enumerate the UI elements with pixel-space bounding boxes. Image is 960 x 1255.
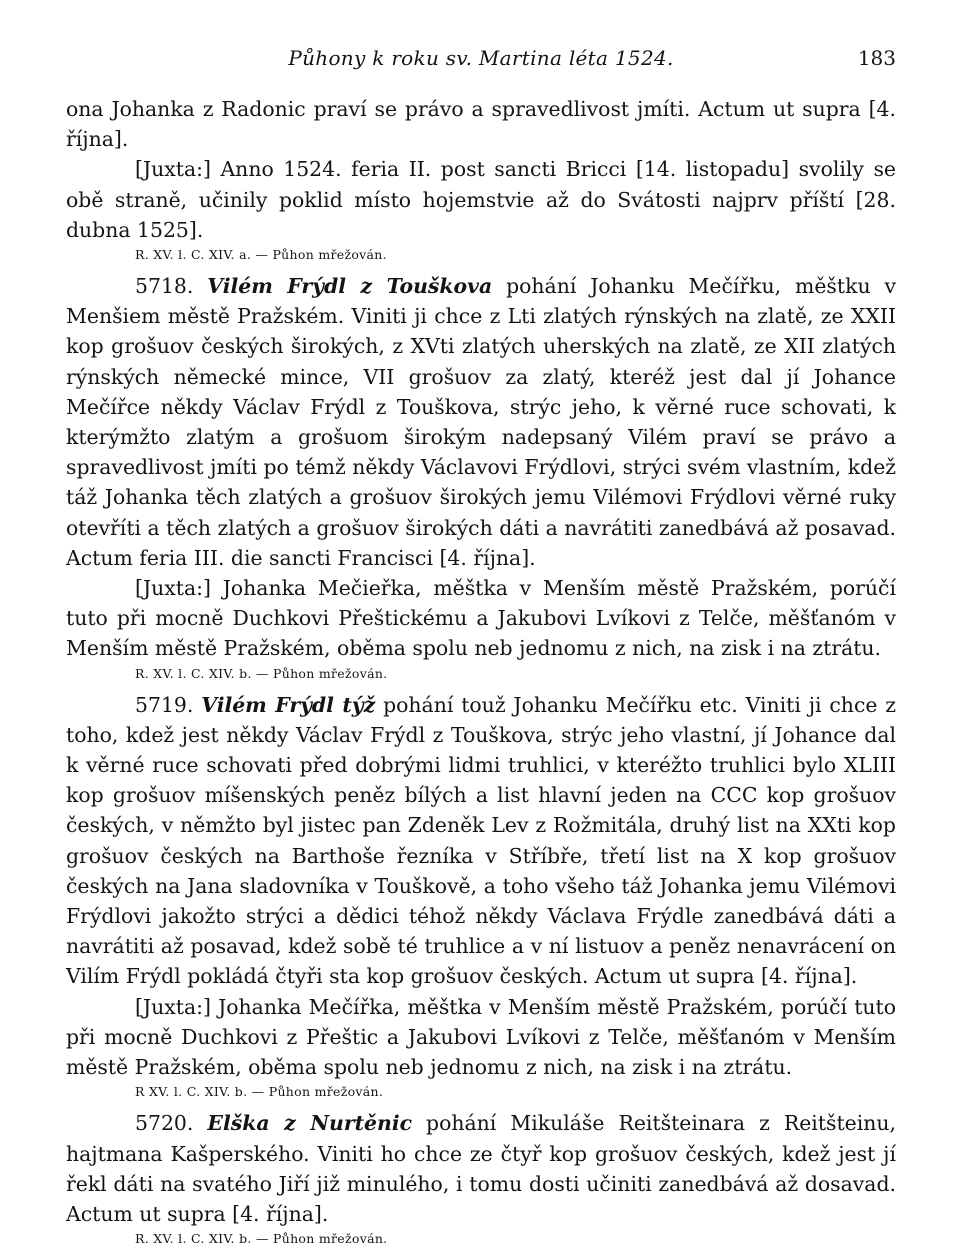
document-page: [66, 40, 896, 1255]
entry-plaintiff: Vilém Frýdl z Touškova: [207, 274, 493, 299]
entry-plaintiff: Elška z Nurtěnic: [207, 1111, 412, 1136]
running-title: Půhony k roku sv. Martina léta 1524.: [288, 46, 674, 70]
entry-number: 5719.: [135, 692, 194, 717]
entry-5719: [66, 690, 896, 992]
juxta-paragraph: [Juxta:] Johanka Mečířka, měštka v Menším městě Pražském, porúčí tuto při mocně Duchkovi z Přeštic a Jakubovi Lvíkovi z Telče, měšťanóm v Menším městě Pražském, oběma spolu neb jednomu z nich, na zisk i na ztrátu.: [66, 994, 896, 1080]
entry-plaintiff: Vilém Frýdl týž: [201, 692, 376, 717]
page-number: 183: [857, 46, 896, 70]
page-body: [66, 94, 896, 1249]
source-note: R. XV. l. C. XIV. b. — Půhon mřežován.: [135, 665, 388, 681]
entry-text: pohání touž Johanku Mečířku etc. Viniti ji chce z toho, kdež jest někdy Václav Frýdl z Touškova, strýc jeho vlastní, jí Johance dal k věrné ruce schovati před dobrými lidmi truhlici, v kteréžto truhlici bylo XLIII kop grošuov míšenských peněz bílých a list hlavní jeden na CCC kop grošuov českých, v němžto byl jistec pan Zdeněk Lev z Rožmitála, druhý list na XXti kop grošuov českých na Barthoše řezníka v Stříbře, třetí list na X kop grošuov českých na Jana sladovníka v Touškově, a toho všeho táž Johanka jemu Vilémovi Frýdlovi jakožto strýci a dědici téhož někdy Václava Frýdle zanedbává dáti a navrátiti až posavad, kdež sobě té truhlice a v ní listuov a peněz nenavrácení on Vilím Frýdl pokládá čtyři sta kop grošuov českých. Actum ut supra [4. října].: [66, 692, 897, 989]
entry-5718: [66, 271, 896, 573]
page-header: [66, 40, 896, 80]
entry-text: pohání Mikuláše Reitšteinara z Reitšteinu, hajtmana Kašperského. Viniti ho chce ze čtyř kop grošuov českých, kdež jest jí řekl dáti na svatého Jiří již minulého, i tomu dosti učiniti zanedbává až dosavad. Actum ut supra [4. října].: [66, 1111, 897, 1226]
entry-number: 5720.: [135, 1111, 194, 1136]
juxta-paragraph: [Juxta:] Johanka Mečieřka, měštka v Menším městě Pražském, porúčí tuto při mocně Duchkovi Přeštickému a Jakubovi Lvíkovi z Telče, měšťanóm v Menším městě Pražském, oběma spolu neb jednomu z nich, na zisk i na ztrátu.: [66, 576, 896, 661]
continuation-paragraph: ona Johanka z Radonic praví se právo a spravedlivost jmíti. Actum ut supra [4. října].: [66, 97, 896, 152]
entry-5720: [66, 1108, 896, 1229]
source-note: R. XV. l. C. XIV. b. — Půhon mřežován.: [135, 1231, 388, 1247]
source-note: R. XV. l. C. XIV. a. — Půhon mřežován.: [135, 247, 387, 263]
entry-text: pohání Johanku Mečířku, měštku v Menšiem městě Pražském. Viniti ji chce z Lti zlatých rýnských na zlatě, ze XXII kop grošuov českých širokých, z XVti zlatých uherských na zlatě, ze XII zlatých rýnských německé mince, VII grošuov za zlatý, kteréž jest dal jí Johance Mečířce někdy Václav Frýdl z Touškova, strýc jeho, k věrné ruce schovati, k kterýmžto zlatým a grošuom širokým nadepsaný Vilém praví se právo a spravedlivost jmíti po témž někdy Václavovi Frýdlovi, strýci svém vlastním, kdež táž Johanka těch zlatých a grošuov širokých jemu Vilémovi Frýdlovi věrné ruky otevříti a těch zlatých a grošuov širokých dáti a navrátiti zanedbává až posavad. Actum feria III. die sancti Francisci [4. října].: [66, 274, 896, 570]
source-note: R XV. l. C. XIV. b. — Půhon mřežován.: [135, 1084, 384, 1100]
juxta-paragraph: [Juxta:] Anno 1524. feria II. post sancti Bricci [14. listopadu] svolily se obě straně, učinily poklid místo hojemstvie až do Svátosti najprv příští [28. dubna 1525].: [66, 157, 896, 242]
entry-number: 5718.: [135, 274, 194, 299]
